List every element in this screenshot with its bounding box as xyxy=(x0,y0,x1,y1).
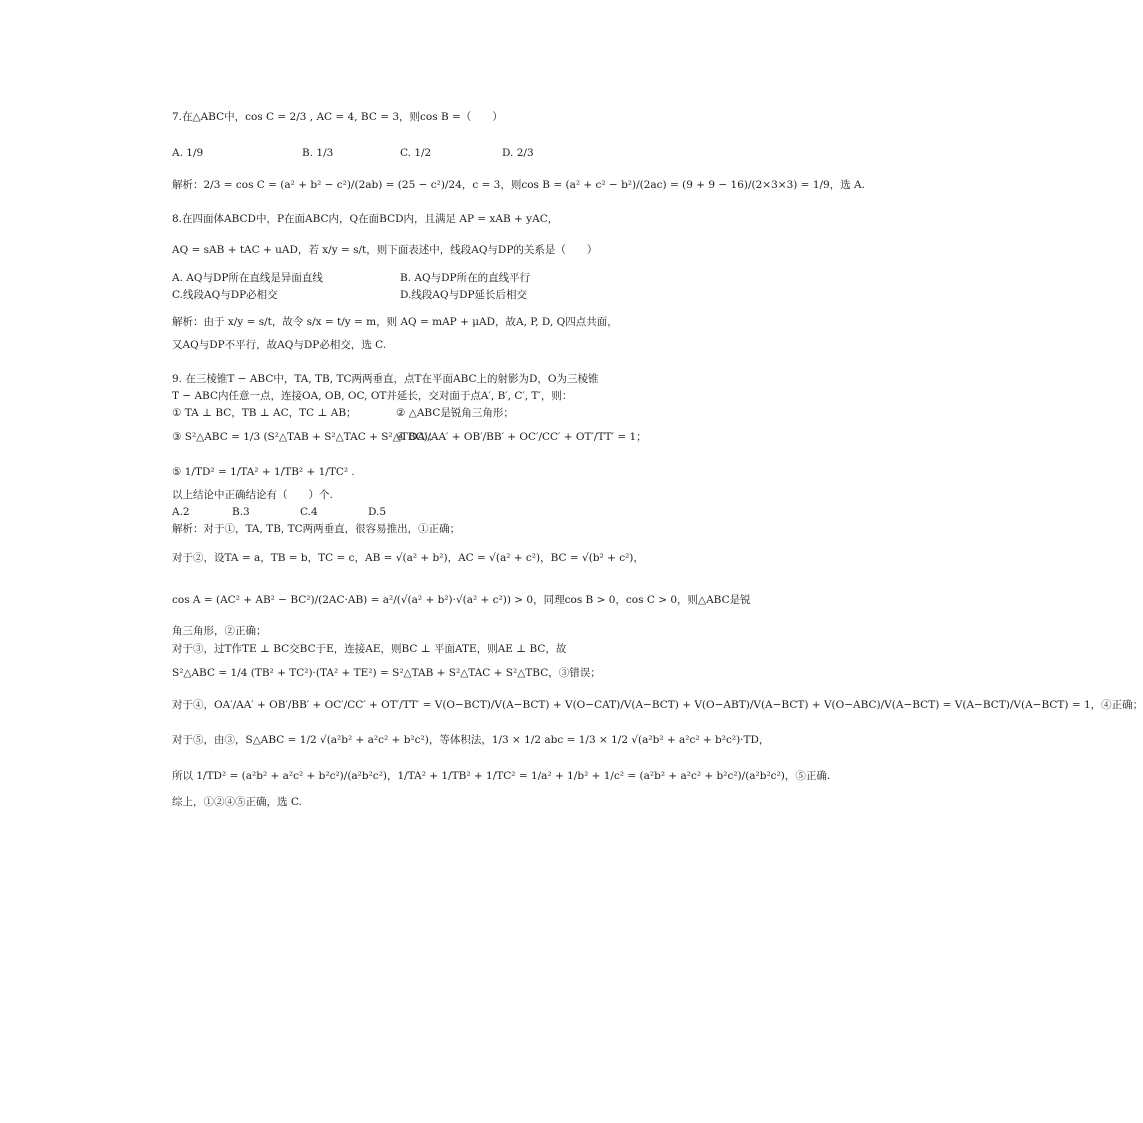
q9-option-c: C.4 xyxy=(300,506,318,518)
q9-solution-3: cos A = (AC² + AB² − BC²)/(2AC·AB) = a²/(√(a² + b²)·√(a² + c²)) > 0，同理cos B > 0，cos C > 0，则△ABC是锐 xyxy=(172,594,751,606)
q9-conclusion-3: ③ S²△ABC = 1/3 (S²△TAB + S²△TAC + S²△TBC)； xyxy=(172,431,439,443)
q8-option-b: B. AQ与DP所在的直线平行 xyxy=(400,272,531,284)
q8-option-a: A. AQ与DP所在直线是异面直线 xyxy=(172,272,323,284)
q9-solution-6: S²△ABC = 1/4 (TB² + TC²)·(TA² + TE²) = S²△TAB + S²△TAC + S²△TBC，③错误； xyxy=(172,667,601,679)
q9-option-b: B.3 xyxy=(232,506,250,518)
q8-stem-line-2: AQ = sAB + tAC + uAD，若 x/y = s/t，则下面表述中，线段AQ与DP的关系是（ ） xyxy=(172,244,598,256)
q8-solution-line-1: 解析：由于 x/y = s/t，故令 s/x = t/y = m，则 AQ = mAP + μAD，故A, P, D, Q四点共面， xyxy=(172,316,618,328)
q8-stem-line-1: 8.在四面体ABCD中，P在面ABC内，Q在面BCD内，且满足 AP = xAB + yAC， xyxy=(172,213,559,225)
q7-option-c: C. 1/2 xyxy=(400,147,432,159)
q9-conclusion-4: ④ OA′/AA′ + OB′/BB′ + OC′/CC′ + OT′/TT′ = 1； xyxy=(396,431,647,443)
q9-solution-7: 对于④，OA′/AA′ + OB′/BB′ + OC′/CC′ + OT′/TT′ = V(O−BCT)/V(A−BCT) + V(O−CAT)/V(A−BCT) + V(O−ABT)/V(A−BCT) + V(O−ABC)/V(A−BCT) = V(A−BCT)/V(A−BCT) = 1，④正确； xyxy=(172,699,1143,711)
q9-question: 以上结论中正确结论有（ ）个. xyxy=(172,489,333,501)
q9-solution-2: 对于②，设TA = a，TB = b，TC = c，AB = √(a² + b²)，AC = √(a² + c²)，BC = √(b² + c²)， xyxy=(172,552,644,564)
q7-option-a: A. 1/9 xyxy=(172,147,204,159)
q9-solution-4: 角三角形，②正确； xyxy=(172,625,267,637)
q9-solution-9: 所以 1/TD² = (a²b² + a²c² + b²c²)/(a²b²c²)，1/TA² + 1/TB² + 1/TC² = 1/a² + 1/b² + 1/c² = (a²b² + a²c² + b²c²)/(a²b²c²)，⑤正确. xyxy=(172,770,831,782)
q9-solution-10: 综上，①②④⑤正确，选 C. xyxy=(172,796,302,808)
q8-option-d: D.线段AQ与DP延长后相交 xyxy=(400,289,528,301)
q9-solution-1: 解析：对于①，TA, TB, TC两两垂直，很容易推出，①正确； xyxy=(172,523,461,535)
q9-option-a: A.2 xyxy=(172,506,190,518)
q9-option-d: D.5 xyxy=(368,506,387,518)
q9-conclusion-1: ① TA ⊥ BC，TB ⊥ AC，TC ⊥ AB； xyxy=(172,407,357,419)
q9-conclusion-5: ⑤ 1/TD² = 1/TA² + 1/TB² + 1/TC² . xyxy=(172,466,355,478)
q9-stem-line-2: T − ABC内任意一点，连接OA, OB, OC, OT并延长，交对面于点A′, B′, C′, T′，则： xyxy=(172,390,573,402)
q9-conclusion-2: ② △ABC是锐角三角形； xyxy=(396,407,514,419)
q7-solution: 解析：2/3 = cos C = (a² + b² − c²)/(2ab) = (25 − c²)/24，c = 3，则cos B = (a² + c² − b²)/(2ac) = (9 + 9 − 16)/(2×3×3) = 1/9，选 A. xyxy=(172,179,865,191)
q9-solution-8: 对于⑤，由③，S△ABC = 1/2 √(a²b² + a²c² + b²c²)，等体积法，1/3 × 1/2 abc = 1/3 × 1/2 √(a²b² + a²c² + b²c²)·TD， xyxy=(172,734,770,746)
q7-stem: 7.在△ABC中，cos C = 2/3 , AC = 4, BC = 3，则cos B =（ ） xyxy=(172,111,503,123)
q8-option-c: C.线段AQ与DP必相交 xyxy=(172,289,278,301)
q9-stem-line-1: 9. 在三棱锥T − ABC中，TA, TB, TC两两垂直，点T在平面ABC上的射影为D，O为三棱锥 xyxy=(172,373,599,385)
q7-option-b: B. 1/3 xyxy=(302,147,334,159)
q9-solution-5: 对于③，过T作TE ⊥ BC交BC于E，连接AE，则BC ⊥ 平面ATE，则AE ⊥ BC，故 xyxy=(172,643,567,655)
q8-solution-line-2: 又AQ与DP不平行，故AQ与DP必相交，选 C. xyxy=(172,339,387,351)
q7-option-d: D. 2/3 xyxy=(502,147,534,159)
